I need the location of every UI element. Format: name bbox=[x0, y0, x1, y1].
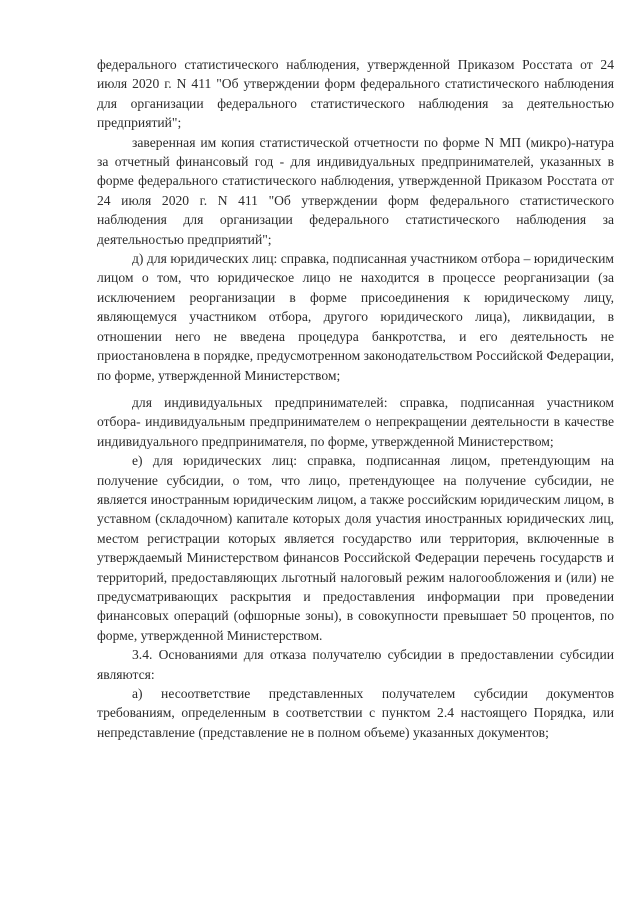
paragraph-item-e-legal-entities: е) для юридических лиц: справка, подписанная лицом, претендующим на получение субсидии, о том, что лицо, претендующее на получение субсидии, не является иностранным юридическим лицом, а также российским юридическим лицом, в уставном (складочном) капитале которых доля участия иностранных юридических лиц, местом регистрации которых является государство или территория, включенные в утверждаемый Министерством финансов Российской Федерации перечень государств и территорий, предоставляющих льготный налоговый режим налогообложения и (или) не предусматривающих раскрытия и предоставления информации при проведении финансовых операций (офшорные зоны), в совокупности превышает 50 процентов, по форме, утвержденной Министерством. bbox=[97, 453, 614, 643]
paragraph-statistical-report: заверенная им копия статистической отчетности по форме N МП (микро)-натура за отчетный финансовый год - для индивидуальных предпринимателей, указанных в форме федерального статистического наблюдения, утвержденной Приказом Росстата от 24 июля 2020 г. N 411 "Об утверждении форм федерального статистического наблюдения для организации федерального статистического наблюдения за деятельностью предприятий"; bbox=[97, 134, 614, 247]
paragraph-item-a-nonconformity: а) несоответствие представленных получателем субсидии документов требованиям, определенным в соответствии с пунктом 2.4 настоящего Порядка, или непредставление (представление не в полном объеме) указанных документов; bbox=[97, 686, 614, 740]
document-body bbox=[97, 55, 614, 742]
paragraph-item-d-legal-entities: д) для юридических лиц: справка, подписанная участником отбора – юридическим лицом о том, что юридическое лицо не находится в процессе реорганизации (за исключением реорганизации в форме присоединения к юридическому лицу, являющемуся участником отбора, другого юридического лица), ликвидации, в отношении него не введена процедура банкротства, и его деятельность не приостановлена в порядке, предусмотренном законодательством Российской Федерации, по форме, утвержденной Министерством; bbox=[97, 251, 614, 383]
paragraph-section-3-4: 3.4. Основаниями для отказа получателю субсидии в предоставлении субсидии являются: bbox=[97, 647, 614, 682]
paragraph-individual-entrepreneurs: для индивидуальных предпринимателей: справка, подписанная участником отбора- индивидуальным предпринимателем о непрекращении деятельности в качестве индивидуального предпринимателя, по форме, утвержденной Министерством; bbox=[97, 394, 614, 449]
paragraph-continuation: федерального статистического наблюдения, утвержденной Приказом Росстата от 24 июля 2020 г. N 411 "Об утверждении форм федерального статистического наблюдения для организации федерального статистического наблюдения за деятельностью предприятий"; bbox=[97, 57, 614, 131]
